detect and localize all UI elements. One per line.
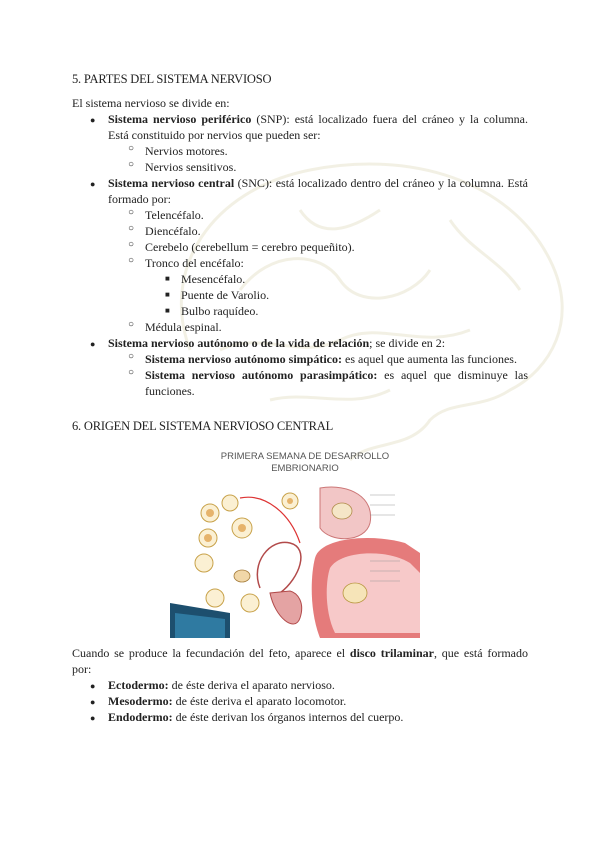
bullet-icon: ●: [90, 339, 96, 349]
layer-mesodermo: [108, 693, 528, 709]
bullet-icon: ●: [90, 115, 96, 125]
circle-bullet-icon: ○: [128, 207, 135, 218]
uterine-lining: [327, 553, 420, 633]
mesodermo-term: Mesodermo:: [108, 694, 173, 708]
parasimpatico-line-1: [145, 367, 528, 383]
intro-text: El sistema nervioso se divide en:: [72, 96, 230, 110]
list-item: Puente de Varolio.: [181, 288, 270, 302]
embryo-development-figure: [170, 443, 420, 638]
bullet-icon: ●: [90, 681, 96, 691]
fallopian-tube: [257, 542, 301, 593]
ectodermo-text: de éste deriva el aparato nervioso.: [168, 678, 335, 692]
snp-line-2: Está constituido por nervios que pueden ser:: [108, 128, 321, 142]
endodermo-term: Endodermo:: [108, 710, 173, 724]
cell-stage: [222, 495, 238, 511]
ovary: [234, 570, 250, 582]
square-bullet-icon: ■: [165, 290, 170, 299]
snc-line-1: [108, 175, 528, 191]
circle-bullet-icon: ○: [128, 255, 135, 266]
cell-nucleus: [238, 524, 246, 532]
snp-description: (SNP): está localizado fuera del cráneo y la columna.: [251, 112, 529, 126]
cell-nucleus: [287, 498, 293, 504]
simpatico-term: Sistema nervioso autónomo simpático:: [145, 352, 342, 366]
snc-line-2: formado por:: [108, 192, 171, 206]
snp-line-1: [108, 111, 528, 127]
sna-term: Sistema nervioso autónomo o de la vida de relación: [108, 336, 370, 350]
simpatico-line: [145, 351, 517, 367]
cell-stage: [206, 589, 224, 607]
circle-bullet-icon: ○: [128, 351, 135, 362]
circle-bullet-icon: ○: [128, 319, 135, 330]
fecundacion-text: Cuando se produce la fecundación del feto, aparece el: [72, 646, 350, 660]
circle-bullet-icon: ○: [128, 239, 135, 250]
circle-bullet-icon: ○: [128, 159, 135, 170]
list-item: Telencéfalo.: [145, 208, 204, 222]
fecundacion-line-1: [72, 645, 528, 661]
parasimpatico-description: es aquel que disminuye las: [377, 368, 529, 382]
figure-title-line-2: EMBRIONARIO: [271, 463, 339, 474]
bullet-icon: ●: [90, 179, 96, 189]
square-bullet-icon: ■: [165, 306, 170, 315]
ectodermo-term: Ectodermo:: [108, 678, 169, 692]
endodermo-text: de éste derivan los órganos internos del cuerpo.: [172, 710, 404, 724]
snp-term: Sistema nervioso periférico: [108, 112, 252, 126]
snc-description: (SNC): está localizado dentro del cráneo y la columna. Está: [234, 176, 528, 190]
uterus-shape: [270, 591, 302, 624]
list-item: Mesencéfalo.: [181, 272, 246, 286]
cell-nucleus: [206, 509, 214, 517]
circle-bullet-icon: ○: [128, 223, 135, 234]
circle-bullet-icon: ○: [128, 143, 135, 154]
mesodermo-text: de éste deriva el aparato locomotor.: [172, 694, 347, 708]
fecundacion-line-2: por:: [72, 662, 92, 676]
sna-description: ; se divide en 2:: [369, 336, 446, 350]
blastocyst-embryo: [332, 503, 352, 519]
square-bullet-icon: ■: [165, 274, 170, 283]
disco-trilaminar-term: disco trilaminar: [349, 646, 435, 660]
figure-title-line-1: PRIMERA SEMANA DE DESARROLLO: [220, 451, 390, 462]
section-5-heading: 5. PARTES DEL SISTEMA NERVIOSO: [72, 72, 272, 86]
list-item: Cerebelo (cerebellum = cerebro pequeñito).: [145, 240, 355, 254]
snc-term: Sistema nervioso central: [108, 176, 235, 190]
layer-ectodermo: [108, 677, 528, 693]
cell-stage: [195, 554, 213, 572]
fecundacion-text-end: , que está formado: [434, 646, 528, 660]
list-item: Bulbo raquídeo.: [181, 304, 259, 318]
parasimpatico-line-2: funciones.: [145, 384, 195, 398]
layer-endodermo: [108, 709, 528, 725]
cell-nucleus: [204, 534, 212, 542]
list-item: Nervios sensitivos.: [145, 160, 237, 174]
section-6-heading: 6. ORIGEN DEL SISTEMA NERVIOSO CENTRAL: [72, 419, 334, 433]
implanted-embryo: [343, 583, 367, 603]
bullet-icon: ●: [90, 713, 96, 723]
list-item: Diencéfalo.: [145, 224, 201, 238]
list-item: Tronco del encéfalo:: [145, 256, 244, 270]
cell-stage: [241, 594, 259, 612]
list-item: Nervios motores.: [145, 144, 228, 158]
sna-line: [108, 335, 528, 351]
simpatico-description: es aquel que aumenta las funciones.: [342, 352, 517, 366]
list-item: Médula espinal.: [145, 320, 222, 334]
bullet-icon: ●: [90, 697, 96, 707]
parasimpatico-term: Sistema nervioso autónomo parasimpático:: [145, 368, 378, 382]
circle-bullet-icon: ○: [128, 367, 135, 378]
